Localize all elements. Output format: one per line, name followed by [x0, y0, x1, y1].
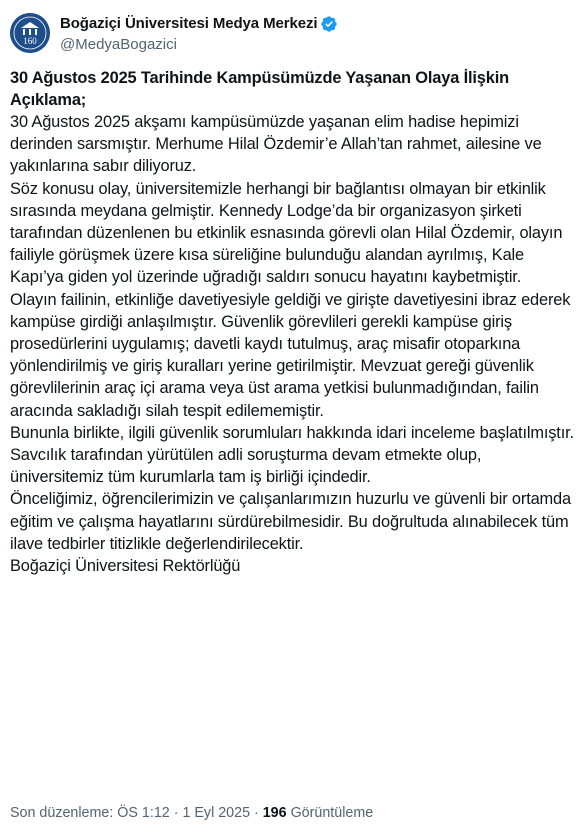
post-meta [10, 805, 373, 821]
post-paragraph: 30 Ağustos 2025 akşamı kampüsümüzde yaşanan elim hadise hepimizi derinden sarsmıştır. Merhume Hilal Özdemir’e Allah’tan rahmet, ailesine ve yakınlarına sabır diliyoruz. [10, 113, 542, 176]
views-count: 196 [262, 805, 287, 821]
views-label: Görüntüleme [286, 805, 374, 821]
author-display-name[interactable]: Boğaziçi Üniversitesi Medya Merkezi [60, 15, 318, 32]
name-row [60, 14, 338, 34]
post-signature: Boğaziçi Üniversitesi Rektörlüğü [10, 557, 241, 576]
post-paragraph: Önceliğimiz, öğrencilerimizin ve çalışanlarımızın huzurlu ve güvenli bir ortamda eğitim ve çalışma hayatlarını sürdürebilmesidir. Bu doğrultuda alınabilecek tüm ilave tedbirler titizlikle değerlendirilecektir. [10, 490, 571, 553]
author-info [60, 14, 338, 53]
post-paragraph: Olayın failinin, etkinliğe davetiyesiyle geldiği ve girişte davetiyesini ibraz ederek kampüse girdiği anlaşılmıştır. Güvenlik görevlileri gerekli kampüse giriş prosedürlerini uygulamış; davetli kaydı tutulmuş, araç misafir otoparkına yönlendirilmiş ve giriş kuralları yerine getirilmiştir. Mevzuat gereği güvenlik görevlilerinin araç içi arama veya üst arama yetkisi bulunmadığından, failin aracında sakladığı silah tespit edilememiştir. [10, 290, 571, 420]
edited-timestamp[interactable]: Son düzenleme: ÖS 1:12 · 1 Eyl 2025 · [10, 805, 263, 821]
post-header [10, 10, 570, 56]
verified-badge-icon[interactable] [320, 15, 338, 33]
post-paragraph: Söz konusu olay, üniversitemizle herhangi bir bağlantısı olmayan bir etkinlik sırasında meydana gelmiştir. Kennedy Lodge’da bir organizasyon şirketi tarafından düzenlenen bu etkinlik esnasında görevli olan Hilal Özdemir, olayın failiyle görüşmek üzere kısa süreliğine bulunduğu alandan ayrılmış, Kale Kapı’ya giden yol üzerinde uğradığı saldırı sonucu hayatını kaybetmiştir. [10, 179, 563, 287]
avatar[interactable] [10, 13, 50, 53]
svg-text:160: 160 [23, 36, 37, 46]
university-seal-icon [10, 13, 50, 53]
post-paragraph: Bununla birlikte, ilgili güvenlik sorumluları hakkında idari inceleme başlatılmıştır. Savcılık tarafından yürütülen adli soruşturma devam etmekte olup, üniversitemiz tüm kurumlarla tam iş birliği içindedir. [10, 423, 574, 487]
post-title: 30 Ağustos 2025 Tarihinde Kampüsümüzde Yaşanan Olaya İlişkin Açıklama; [10, 69, 509, 110]
author-handle[interactable]: @MedyaBogazici [60, 35, 177, 53]
post-body [10, 67, 576, 577]
